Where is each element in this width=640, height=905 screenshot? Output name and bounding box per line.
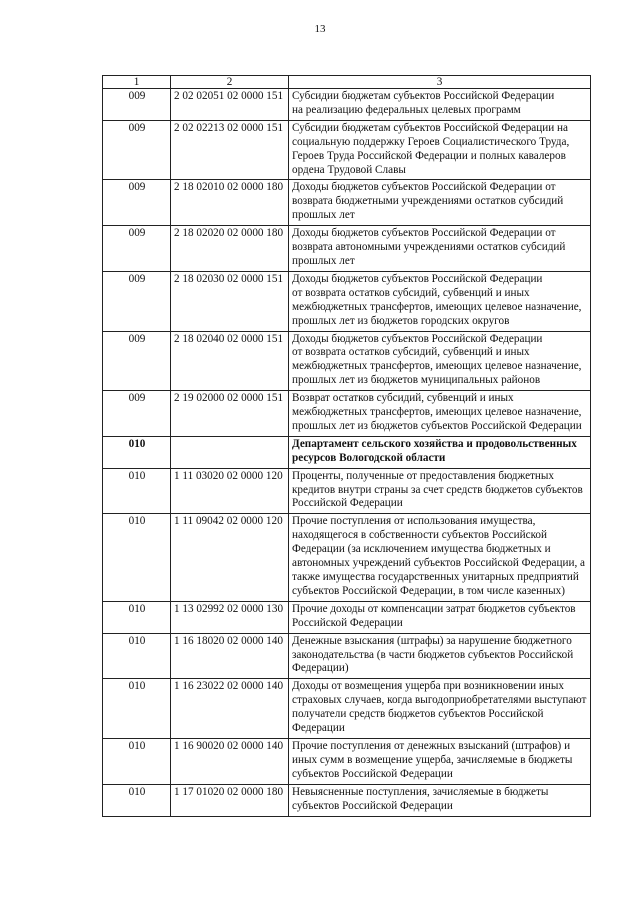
- table-row: [103, 679, 591, 739]
- admin-code-cell: 010: [103, 514, 171, 601]
- revenue-name-cell: Департамент сельского хозяйства и продовольственных ресурсов Вологодской области: [289, 436, 591, 468]
- admin-code-cell: 009: [103, 180, 171, 226]
- revenue-name-cell: Доходы бюджетов субъектов Российской Федерации от возврата бюджетными учреждениями остатков субсидий прошлых лет: [289, 180, 591, 226]
- kbk-code-cell: 1 11 09042 02 0000 120: [171, 514, 289, 601]
- revenue-codes-table: [102, 75, 591, 817]
- admin-code-cell: 009: [103, 331, 171, 391]
- kbk-code-cell: [171, 436, 289, 468]
- admin-code-cell: 010: [103, 601, 171, 633]
- header-cell-3: 3: [289, 76, 591, 89]
- kbk-code-cell: 1 17 01020 02 0000 180: [171, 784, 289, 816]
- revenue-name-cell: Проценты, полученные от предоставления бюджетных кредитов внутри страны за счет средств бюджетов субъектов Российской Федерации: [289, 468, 591, 514]
- table-row: [103, 633, 591, 679]
- table-row: [103, 271, 591, 331]
- admin-code-cell: 009: [103, 120, 171, 180]
- table-row: [103, 120, 591, 180]
- revenue-name-cell: Доходы бюджетов субъектов Российской Федерации от возврата остатков субсидий, субвенций и иных межбюджетных трансфертов, имеющих целевое назначение, прошлых лет из бюджетов муниципальных районов: [289, 331, 591, 391]
- revenue-name-cell: Доходы от возмещения ущерба при возникновении иных страховых случаев, когда выгодоприобретателями выступают получатели средств бюджетов субъектов Российской Федерации: [289, 679, 591, 739]
- kbk-code-cell: 2 02 02051 02 0000 151: [171, 89, 289, 121]
- page-number: 13: [314, 23, 326, 35]
- table-row: [103, 89, 591, 121]
- revenue-name-cell: Доходы бюджетов субъектов Российской Федерации от возврата автономными учреждениями остатков субсидий прошлых лет: [289, 226, 591, 272]
- kbk-code-cell: 2 18 02020 02 0000 180: [171, 226, 289, 272]
- revenue-name-cell: Прочие доходы от компенсации затрат бюджетов субъектов Российской Федерации: [289, 601, 591, 633]
- revenue-name-cell: Невыясненные поступления, зачисляемые в бюджеты субъектов Российской Федерации: [289, 784, 591, 816]
- admin-code-cell: 009: [103, 89, 171, 121]
- revenue-name-cell: Доходы бюджетов субъектов Российской Федерации от возврата остатков субсидий, субвенций и иных межбюджетных трансфертов, имеющих целевое назначение, прошлых лет из бюджетов городских округов: [289, 271, 591, 331]
- table-row: [103, 468, 591, 514]
- header-cell-2: 2: [171, 76, 289, 89]
- table-header-row: [103, 76, 591, 89]
- admin-code-cell: 010: [103, 784, 171, 816]
- admin-code-cell: 009: [103, 391, 171, 437]
- table-row: [103, 391, 591, 437]
- revenue-name-cell: Прочие поступления от денежных взысканий (штрафов) и иных сумм в возмещение ущерба, зачисляемые в бюджеты субъектов Российской Федерации: [289, 738, 591, 784]
- kbk-code-cell: 1 16 18020 02 0000 140: [171, 633, 289, 679]
- admin-code-cell: 010: [103, 468, 171, 514]
- table-row: [103, 226, 591, 272]
- table-row: [103, 784, 591, 816]
- revenue-name-cell: Субсидии бюджетам субъектов Российской Федерации на реализацию федеральных целевых программ: [289, 89, 591, 121]
- revenue-name-cell: Прочие поступления от использования имущества, находящегося в собственности субъектов Российской Федерации (за исключением имущества бюджетных и автономных учреждений субъектов Российской Федерации, а также имущества государственных унитарных предприятий субъектов Российской Федерации, в том числе казенных): [289, 514, 591, 601]
- header-cell-1: 1: [103, 76, 171, 89]
- admin-code-cell: 010: [103, 679, 171, 739]
- revenue-name-cell: Субсидии бюджетам субъектов Российской Федерации на социальную поддержку Героев Социалистического Труда, Героев Труда Российской Федерации и полных кавалеров ордена Трудовой Славы: [289, 120, 591, 180]
- kbk-code-cell: 2 18 02030 02 0000 151: [171, 271, 289, 331]
- kbk-code-cell: 2 18 02010 02 0000 180: [171, 180, 289, 226]
- table-row: [103, 738, 591, 784]
- admin-code-cell: 010: [103, 436, 171, 468]
- admin-code-cell: 009: [103, 271, 171, 331]
- table-row: [103, 436, 591, 468]
- kbk-code-cell: 1 16 90020 02 0000 140: [171, 738, 289, 784]
- table-row: [103, 601, 591, 633]
- kbk-code-cell: 2 19 02000 02 0000 151: [171, 391, 289, 437]
- kbk-code-cell: 2 02 02213 02 0000 151: [171, 120, 289, 180]
- revenue-name-cell: Денежные взыскания (штрафы) за нарушение бюджетного законодательства (в части бюджетов субъектов Российской Федерации): [289, 633, 591, 679]
- admin-code-cell: 010: [103, 633, 171, 679]
- revenue-name-cell: Возврат остатков субсидий, субвенций и иных межбюджетных трансфертов, имеющих целевое назначение, прошлых лет из бюджетов субъектов Российской Федерации: [289, 391, 591, 437]
- table-row: [103, 514, 591, 601]
- kbk-code-cell: 1 13 02992 02 0000 130: [171, 601, 289, 633]
- kbk-code-cell: 2 18 02040 02 0000 151: [171, 331, 289, 391]
- table-row: [103, 331, 591, 391]
- admin-code-cell: 010: [103, 738, 171, 784]
- admin-code-cell: 009: [103, 226, 171, 272]
- kbk-code-cell: 1 16 23022 02 0000 140: [171, 679, 289, 739]
- kbk-code-cell: 1 11 03020 02 0000 120: [171, 468, 289, 514]
- table-row: [103, 180, 591, 226]
